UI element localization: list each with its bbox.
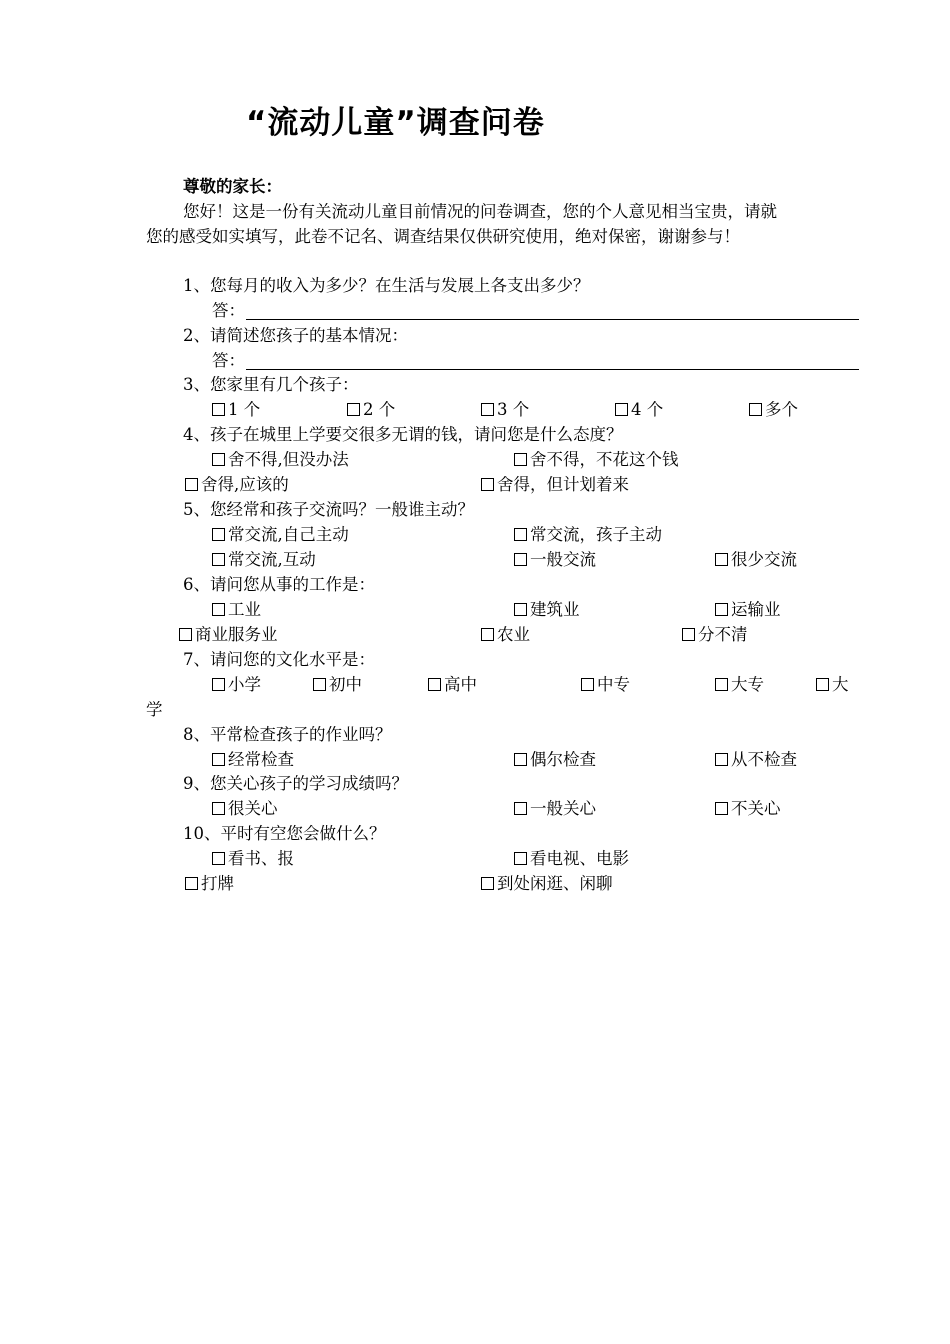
option-label: 很少交流 <box>731 550 797 569</box>
option-checkbox[interactable] <box>212 402 260 419</box>
question-8: 8、平常检查孩子的作业吗？ <box>183 725 392 744</box>
option-label: 很关心 <box>228 799 278 818</box>
option-label: 小学 <box>228 675 261 694</box>
option-checkbox[interactable] <box>212 527 349 544</box>
option-checkbox[interactable] <box>514 801 596 818</box>
checkbox-icon[interactable] <box>212 553 225 566</box>
option-label: 经常检查 <box>228 750 294 769</box>
checkbox-icon[interactable] <box>514 802 527 815</box>
checkbox-icon[interactable] <box>615 403 628 416</box>
option-label: 打牌 <box>201 874 234 893</box>
intro-line-2: 您的感受如实填写，此卷不记名、调查结果仅供研究使用，绝对保密，谢谢参与！ <box>146 227 740 246</box>
checkbox-icon[interactable] <box>212 528 225 541</box>
option-checkbox[interactable] <box>481 477 629 494</box>
question-4: 4、孩子在城里上学要交很多无谓的钱，请问您是什么态度？ <box>183 425 623 444</box>
checkbox-icon[interactable] <box>581 678 594 691</box>
option-label: 常交流，孩子主动 <box>530 525 662 544</box>
option-checkbox[interactable] <box>212 452 349 469</box>
option-checkbox[interactable] <box>347 402 395 419</box>
checkbox-icon[interactable] <box>749 403 762 416</box>
option-checkbox[interactable] <box>715 801 781 818</box>
option-checkbox[interactable] <box>682 627 748 644</box>
option-label: 舍得，但计划着来 <box>497 475 629 494</box>
option-checkbox[interactable] <box>481 402 529 419</box>
option-label: 舍不得，不花这个钱 <box>530 450 679 469</box>
option-label: 常交流,自己主动 <box>228 525 349 544</box>
option-checkbox[interactable] <box>212 801 278 818</box>
option-checkbox[interactable] <box>179 627 278 644</box>
checkbox-icon[interactable] <box>428 678 441 691</box>
checkbox-icon[interactable] <box>481 877 494 890</box>
checkbox-icon[interactable] <box>514 528 527 541</box>
option-checkbox[interactable] <box>212 851 294 868</box>
option-checkbox[interactable] <box>749 402 798 419</box>
option-label: 高中 <box>444 675 477 694</box>
option-checkbox[interactable] <box>185 876 234 893</box>
option-label: 商业服务业 <box>195 625 278 644</box>
option-label: 4 个 <box>631 400 664 419</box>
option-label: 2 个 <box>363 400 396 419</box>
checkbox-icon[interactable] <box>212 678 225 691</box>
option-checkbox[interactable] <box>514 851 629 868</box>
option-label: 看电视、电影 <box>530 849 629 868</box>
checkbox-icon[interactable] <box>514 553 527 566</box>
option-label: 农业 <box>497 625 530 644</box>
option-label: 建筑业 <box>530 600 580 619</box>
checkbox-icon[interactable] <box>347 403 360 416</box>
option-checkbox[interactable] <box>514 752 596 769</box>
checkbox-icon[interactable] <box>715 603 728 616</box>
checkbox-icon[interactable] <box>514 753 527 766</box>
checkbox-icon[interactable] <box>212 603 225 616</box>
question-9: 9、您关心孩子的学习成绩吗？ <box>183 774 408 793</box>
option-label: 多个 <box>765 400 798 419</box>
option-label: 舍不得,但没办法 <box>228 450 349 469</box>
checkbox-icon[interactable] <box>715 802 728 815</box>
option-label: 一般交流 <box>530 550 596 569</box>
checkbox-icon[interactable] <box>185 877 198 890</box>
option-checkbox[interactable] <box>615 402 663 419</box>
option-checkbox[interactable] <box>212 602 261 619</box>
option-label: 常交流,互动 <box>228 550 316 569</box>
question-3: 3、您家里有几个孩子： <box>183 375 359 394</box>
option-checkbox[interactable] <box>514 527 662 544</box>
checkbox-icon[interactable] <box>682 628 695 641</box>
option-label: 一般关心 <box>530 799 596 818</box>
question-2: 2、请简述您孩子的基本情况： <box>183 326 408 345</box>
option-label: 大 <box>832 675 849 694</box>
option-label: 中专 <box>597 675 630 694</box>
question-5: 5、您经常和孩子交流吗？一般谁主动？ <box>183 500 474 519</box>
option-label: 偶尔检查 <box>530 750 596 769</box>
option-checkbox[interactable] <box>514 452 679 469</box>
checkbox-icon[interactable] <box>313 678 326 691</box>
option-label: 大专 <box>731 675 764 694</box>
checkbox-icon[interactable] <box>185 478 198 491</box>
checkbox-icon[interactable] <box>179 628 192 641</box>
option-label: 初中 <box>329 675 362 694</box>
option-checkbox[interactable] <box>212 752 294 769</box>
option-checkbox[interactable] <box>581 677 630 694</box>
option-label: 从不检查 <box>731 750 797 769</box>
checkbox-icon[interactable] <box>715 753 728 766</box>
option-checkbox[interactable] <box>715 752 797 769</box>
answer-line-1[interactable] <box>246 319 859 320</box>
question-7: 7、请问您的文化水平是： <box>183 650 375 669</box>
question-1: 1、您每月的收入为多少？在生活与发展上各支出多少？ <box>183 276 590 295</box>
checkbox-icon[interactable] <box>212 802 225 815</box>
option-checkbox[interactable] <box>715 602 781 619</box>
option-checkbox[interactable] <box>816 677 849 694</box>
option-checkbox[interactable] <box>212 677 261 694</box>
option-label: 3 个 <box>497 400 530 419</box>
option-checkbox[interactable] <box>715 677 764 694</box>
checkbox-icon[interactable] <box>514 852 527 865</box>
checkbox-icon[interactable] <box>816 678 829 691</box>
option-checkbox[interactable] <box>428 677 477 694</box>
option-checkbox[interactable] <box>185 477 289 494</box>
option-label: 分不清 <box>698 625 748 644</box>
answer-line-2[interactable] <box>246 369 859 370</box>
option-label: 看书、报 <box>228 849 294 868</box>
answer-label-1: 答： <box>212 301 245 320</box>
option-label: 到处闲逛、闲聊 <box>497 874 613 893</box>
question-6: 6、请问您从事的工作是： <box>183 575 375 594</box>
checkbox-icon[interactable] <box>481 628 494 641</box>
option-label: 舍得,应该的 <box>201 475 289 494</box>
option-checkbox[interactable] <box>313 677 362 694</box>
question-10: 10、平时有空您会做什么？ <box>183 824 386 843</box>
option-checkbox[interactable] <box>715 552 797 569</box>
option-label: 1 个 <box>228 400 261 419</box>
checkbox-icon[interactable] <box>212 753 225 766</box>
option-label: 工业 <box>228 600 261 619</box>
option-checkbox[interactable] <box>514 602 580 619</box>
checkbox-icon[interactable] <box>212 453 225 466</box>
greeting: 尊敬的家长： <box>183 177 282 196</box>
checkbox-icon[interactable] <box>715 553 728 566</box>
checkbox-icon[interactable] <box>481 478 494 491</box>
answer-label-2: 答： <box>212 351 245 370</box>
option-checkbox[interactable] <box>514 552 596 569</box>
checkbox-icon[interactable] <box>212 852 225 865</box>
checkbox-icon[interactable] <box>212 403 225 416</box>
option-label-wrap: 学 <box>146 700 163 719</box>
option-checkbox[interactable] <box>481 627 530 644</box>
checkbox-icon[interactable] <box>481 403 494 416</box>
checkbox-icon[interactable] <box>514 603 527 616</box>
option-label: 不关心 <box>731 799 781 818</box>
option-checkbox[interactable] <box>481 876 613 893</box>
option-label: 运输业 <box>731 600 781 619</box>
option-checkbox[interactable] <box>212 552 316 569</box>
page-title: “流动儿童”调查问卷 <box>246 105 545 141</box>
intro-line-1: 您好！这是一份有关流动儿童目前情况的问卷调查，您的个人意见相当宝贵，请就 <box>183 202 777 221</box>
checkbox-icon[interactable] <box>715 678 728 691</box>
checkbox-icon[interactable] <box>514 453 527 466</box>
